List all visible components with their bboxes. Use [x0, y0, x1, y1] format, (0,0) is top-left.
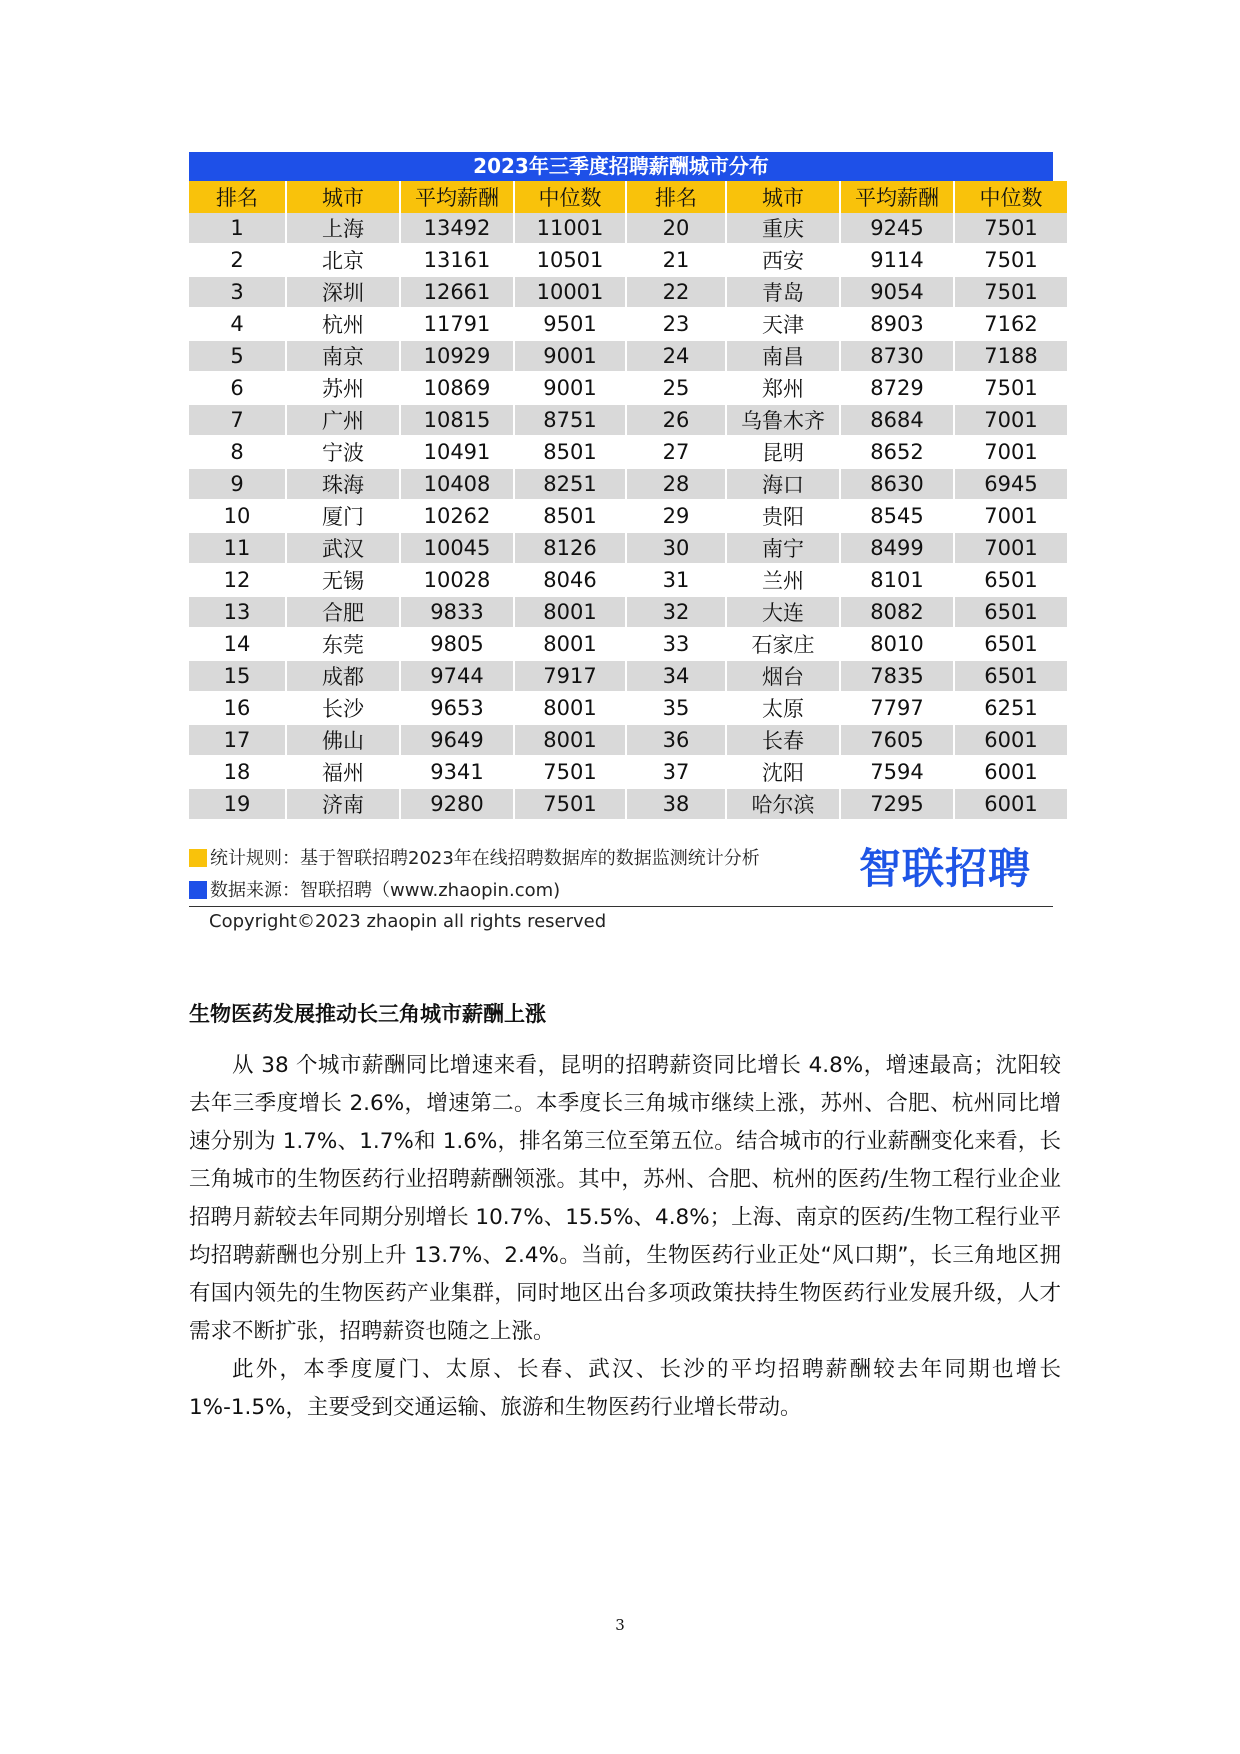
- table-cell: 12: [189, 564, 286, 596]
- table-cell: 9805: [400, 628, 514, 660]
- table-cell: 青岛: [726, 276, 840, 308]
- table-cell: 8684: [840, 404, 954, 436]
- table-cell: 8545: [840, 500, 954, 532]
- table-cell: 10028: [400, 564, 514, 596]
- table-cell: 太原: [726, 692, 840, 724]
- table-cell: 南宁: [726, 532, 840, 564]
- salary-table: [189, 181, 1067, 821]
- table-row: [189, 340, 1067, 372]
- table-cell: 东莞: [286, 628, 400, 660]
- table-cell: 宁波: [286, 436, 400, 468]
- table-cell: 石家庄: [726, 628, 840, 660]
- table-cell: 38: [626, 788, 726, 820]
- page-number: 3: [615, 1616, 625, 1634]
- table-cell: 13492: [400, 213, 514, 244]
- table-cell: 12661: [400, 276, 514, 308]
- table-cell: 7501: [954, 213, 1067, 244]
- table-cell: 6001: [954, 788, 1067, 820]
- table-cell: 7917: [514, 660, 626, 692]
- table-cell: 7: [189, 404, 286, 436]
- table-cell: 7797: [840, 692, 954, 724]
- table-cell: 8126: [514, 532, 626, 564]
- table-cell: 上海: [286, 213, 400, 244]
- table-cell: 11791: [400, 308, 514, 340]
- table-cell: 济南: [286, 788, 400, 820]
- table-cell: 7501: [514, 756, 626, 788]
- header-median: 中位数: [954, 181, 1067, 213]
- table-cell: 10501: [514, 244, 626, 276]
- table-cell: 西安: [726, 244, 840, 276]
- table-cell: 30: [626, 532, 726, 564]
- table-cell: 厦门: [286, 500, 400, 532]
- table-cell: 无锡: [286, 564, 400, 596]
- table-cell: 6501: [954, 628, 1067, 660]
- table-cell: 11: [189, 532, 286, 564]
- table-cell: 兰州: [726, 564, 840, 596]
- table-footnotes: [189, 843, 1053, 907]
- table-cell: 乌鲁木齐: [726, 404, 840, 436]
- table-cell: 8001: [514, 692, 626, 724]
- table-cell: 大连: [726, 596, 840, 628]
- table-cell: 9744: [400, 660, 514, 692]
- table-cell: 武汉: [286, 532, 400, 564]
- table-cell: 哈尔滨: [726, 788, 840, 820]
- table-cell: 7001: [954, 532, 1067, 564]
- table-row: [189, 788, 1067, 820]
- table-cell: 6501: [954, 660, 1067, 692]
- table-cell: 7001: [954, 500, 1067, 532]
- table-cell: 31: [626, 564, 726, 596]
- header-rank: 排名: [189, 181, 286, 213]
- table-cell: 9833: [400, 596, 514, 628]
- table-cell: 8903: [840, 308, 954, 340]
- table-cell: 8630: [840, 468, 954, 500]
- table-cell: 8082: [840, 596, 954, 628]
- table-cell: 6945: [954, 468, 1067, 500]
- table-cell: 7605: [840, 724, 954, 756]
- table-cell: 8101: [840, 564, 954, 596]
- table-cell: 8751: [514, 404, 626, 436]
- table-cell: 9649: [400, 724, 514, 756]
- yellow-square-icon: [189, 849, 207, 867]
- table-cell: 8: [189, 436, 286, 468]
- table-cell: 8001: [514, 596, 626, 628]
- table-cell: 6251: [954, 692, 1067, 724]
- table-cell: 成都: [286, 660, 400, 692]
- zhaopin-logo: 智联招聘: [858, 844, 1031, 893]
- table-cell: 14: [189, 628, 286, 660]
- table-cell: 24: [626, 340, 726, 372]
- table-cell: 烟台: [726, 660, 840, 692]
- table-cell: 沈阳: [726, 756, 840, 788]
- table-cell: 8010: [840, 628, 954, 660]
- table-cell: 合肥: [286, 596, 400, 628]
- table-cell: 南京: [286, 340, 400, 372]
- table-cell: 1: [189, 213, 286, 244]
- table-cell: 11001: [514, 213, 626, 244]
- paragraph: 从 38 个城市薪酬同比增速来看，昆明的招聘薪资同比增长 4.8%，增速最高；沈阳较去年三季度增长 2.6%，增速第二。本季度长三角城市继续上涨，苏州、合肥、杭州同比增速分别为 1.7%、1.7%和 1.6%，排名第三位至第五位。结合城市的行业薪酬变化来看，长三角城市的生物医药行业招聘薪酬领涨。其中，苏州、合肥、杭州的医药/生物工程行业企业招聘月薪较去年同期分别增长 10.7%、15.5%、4.8%；上海、南京的医药/生物工程行业平均招聘薪酬也分别上升 13.7%、2.4%。当前，生物医药行业正处“风口期”，长三角地区拥有国内领先的生物医药产业集群，同时地区出台多项政策扶持生物医药行业发展升级，人才需求不断扩张，招聘薪资也随之上涨。: [189, 1053, 1061, 1344]
- table-cell: 4: [189, 308, 286, 340]
- table-cell: 7501: [954, 372, 1067, 404]
- table-cell: 长沙: [286, 692, 400, 724]
- table-row: [189, 756, 1067, 788]
- table-cell: 25: [626, 372, 726, 404]
- table-cell: 9001: [514, 340, 626, 372]
- header-avg-salary: 平均薪酬: [400, 181, 514, 213]
- table-cell: 8001: [514, 724, 626, 756]
- table-cell: 珠海: [286, 468, 400, 500]
- table-cell: 10869: [400, 372, 514, 404]
- table-cell: 10929: [400, 340, 514, 372]
- table-cell: 19: [189, 788, 286, 820]
- table-cell: 35: [626, 692, 726, 724]
- table-cell: 36: [626, 724, 726, 756]
- table-row: [189, 404, 1067, 436]
- table-cell: 10491: [400, 436, 514, 468]
- table-cell: 8046: [514, 564, 626, 596]
- table-row: [189, 308, 1067, 340]
- table-cell: 7162: [954, 308, 1067, 340]
- table-row: [189, 564, 1067, 596]
- table-cell: 7188: [954, 340, 1067, 372]
- table-cell: 9653: [400, 692, 514, 724]
- table-cell: 3: [189, 276, 286, 308]
- header-city: 城市: [726, 181, 840, 213]
- table-row: [189, 372, 1067, 404]
- table-row: [189, 660, 1067, 692]
- table-cell: 10408: [400, 468, 514, 500]
- table-cell: 20: [626, 213, 726, 244]
- table-row: [189, 213, 1067, 244]
- table-cell: 6501: [954, 596, 1067, 628]
- table-cell: 16: [189, 692, 286, 724]
- table-cell: 10001: [514, 276, 626, 308]
- paragraph: 此外，本季度厦门、太原、长春、武汉、长沙的平均招聘薪酬较去年同期也增长 1%-1.5%，主要受到交通运输、旅游和生物医药行业增长带动。: [189, 1357, 1061, 1420]
- table-cell: 23: [626, 308, 726, 340]
- section-heading: 生物医药发展推动长三角城市薪酬上涨: [189, 1002, 546, 1026]
- header-rank: 排名: [626, 181, 726, 213]
- table-title: 2023年三季度招聘薪酬城市分布: [189, 152, 1053, 181]
- table-cell: 海口: [726, 468, 840, 500]
- table-cell: 22: [626, 276, 726, 308]
- table-cell: 长春: [726, 724, 840, 756]
- table-cell: 8251: [514, 468, 626, 500]
- table-cell: 8652: [840, 436, 954, 468]
- blue-square-icon: [189, 881, 207, 899]
- table-cell: 5: [189, 340, 286, 372]
- table-cell: 7835: [840, 660, 954, 692]
- table-cell: 10: [189, 500, 286, 532]
- table-row: [189, 468, 1067, 500]
- table-cell: 昆明: [726, 436, 840, 468]
- table-cell: 15: [189, 660, 286, 692]
- table-cell: 29: [626, 500, 726, 532]
- table-cell: 7295: [840, 788, 954, 820]
- table-cell: 13161: [400, 244, 514, 276]
- table-cell: 6001: [954, 756, 1067, 788]
- table-cell: 9341: [400, 756, 514, 788]
- table-cell: 33: [626, 628, 726, 660]
- table-cell: 18: [189, 756, 286, 788]
- table-cell: 贵阳: [726, 500, 840, 532]
- table-cell: 6001: [954, 724, 1067, 756]
- table-cell: 6501: [954, 564, 1067, 596]
- table-cell: 37: [626, 756, 726, 788]
- table-cell: 佛山: [286, 724, 400, 756]
- table-row: [189, 244, 1067, 276]
- salary-table-block: [189, 152, 1053, 821]
- table-row: [189, 724, 1067, 756]
- table-cell: 9054: [840, 276, 954, 308]
- table-cell: 9001: [514, 372, 626, 404]
- table-cell: 8501: [514, 436, 626, 468]
- table-cell: 南昌: [726, 340, 840, 372]
- header-median: 中位数: [514, 181, 626, 213]
- table-cell: 杭州: [286, 308, 400, 340]
- table-cell: 34: [626, 660, 726, 692]
- table-cell: 8729: [840, 372, 954, 404]
- table-cell: 32: [626, 596, 726, 628]
- table-cell: 7594: [840, 756, 954, 788]
- table-header-row: [189, 181, 1067, 213]
- table-row: [189, 692, 1067, 724]
- table-cell: 7501: [514, 788, 626, 820]
- table-cell: 9245: [840, 213, 954, 244]
- header-city: 城市: [286, 181, 400, 213]
- table-row: [189, 276, 1067, 308]
- table-row: [189, 596, 1067, 628]
- table-cell: 2: [189, 244, 286, 276]
- table-row: [189, 628, 1067, 660]
- table-cell: 17: [189, 724, 286, 756]
- table-cell: 7501: [954, 244, 1067, 276]
- table-cell: 7501: [954, 276, 1067, 308]
- table-cell: 28: [626, 468, 726, 500]
- table-cell: 9114: [840, 244, 954, 276]
- table-cell: 27: [626, 436, 726, 468]
- table-cell: 9501: [514, 308, 626, 340]
- table-cell: 10815: [400, 404, 514, 436]
- table-cell: 21: [626, 244, 726, 276]
- table-row: [189, 436, 1067, 468]
- table-cell: 8001: [514, 628, 626, 660]
- table-cell: 天津: [726, 308, 840, 340]
- table-cell: 8499: [840, 532, 954, 564]
- table-cell: 深圳: [286, 276, 400, 308]
- table-cell: 6: [189, 372, 286, 404]
- table-cell: 7001: [954, 436, 1067, 468]
- table-cell: 13: [189, 596, 286, 628]
- table-cell: 9: [189, 468, 286, 500]
- table-cell: 北京: [286, 244, 400, 276]
- rule-note: 统计规则：基于智联招聘2023年在线招聘数据库的数据监测统计分析: [189, 847, 760, 871]
- table-cell: 10262: [400, 500, 514, 532]
- table-cell: 重庆: [726, 213, 840, 244]
- source-note: 数据来源：智联招聘（www.zhaopin.com): [189, 879, 560, 903]
- table-cell: 福州: [286, 756, 400, 788]
- table-cell: 9280: [400, 788, 514, 820]
- table-cell: 26: [626, 404, 726, 436]
- copyright-text: Copyright©2023 zhaopin all rights reserved: [209, 911, 607, 932]
- header-avg-salary: 平均薪酬: [840, 181, 954, 213]
- table-cell: 8730: [840, 340, 954, 372]
- table-row: [189, 532, 1067, 564]
- table-cell: 郑州: [726, 372, 840, 404]
- table-row: [189, 500, 1067, 532]
- table-cell: 8501: [514, 500, 626, 532]
- table-cell: 苏州: [286, 372, 400, 404]
- table-cell: 7001: [954, 404, 1067, 436]
- table-cell: 10045: [400, 532, 514, 564]
- table-cell: 广州: [286, 404, 400, 436]
